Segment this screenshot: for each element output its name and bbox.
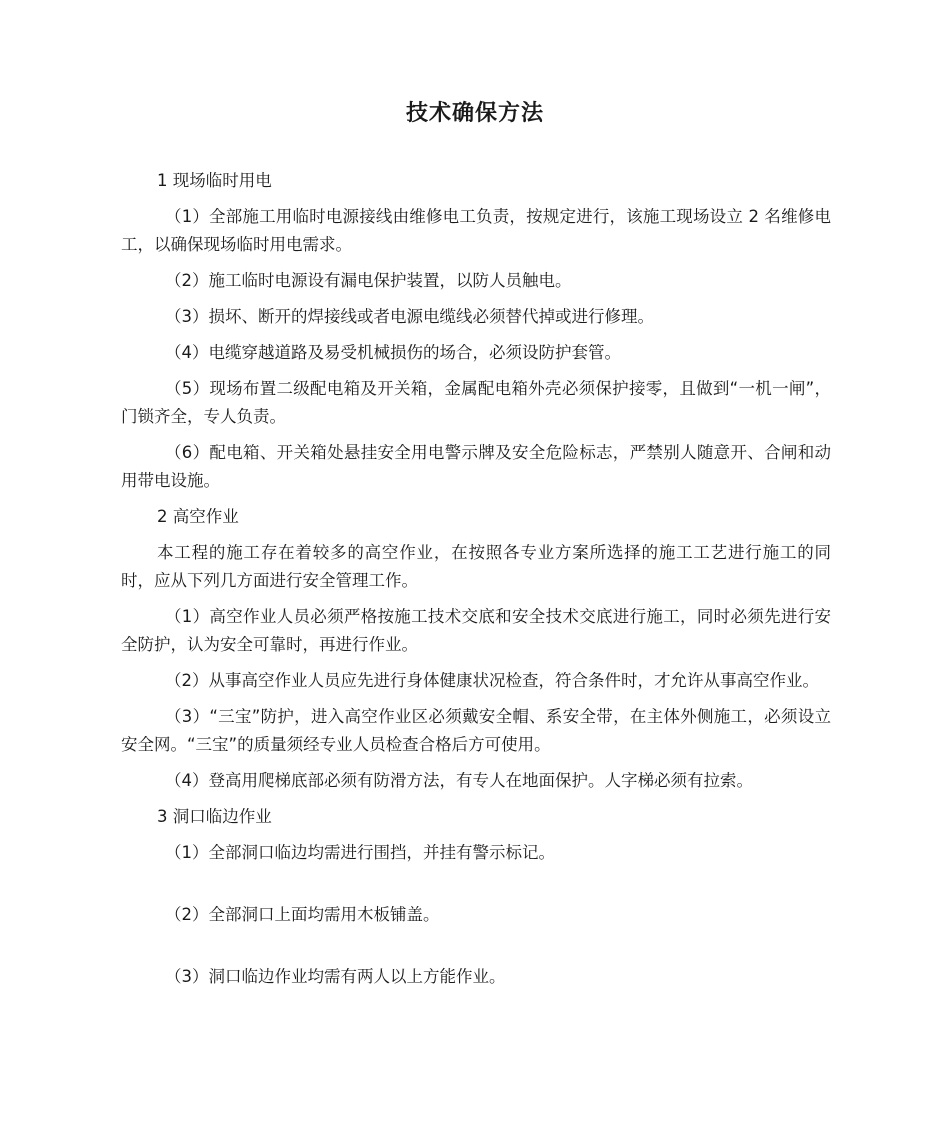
paragraph-item: （2）从事高空作业人员应先进行身体健康状况检查，符合条件时，才允许从事高空作业。 (165, 671, 819, 690)
paragraph-item: （3）“三宝”防护，进入高空作业区必须戴安全帽、系安全带，在主体外侧施工，必须设立安全网。“三宝”的质量须经专业人员检查合格后方可使用。 (121, 707, 831, 754)
paragraph-item: （4）电缆穿越道路及易受机械损伤的场合，必须设防护套管。 (165, 343, 621, 362)
paragraph-item: （1）全部施工用临时电源接线由维修电工负责，按规定进行，该施工现场设立 2 名维修电工，以确保现场临时用电需求。 (121, 207, 831, 254)
paragraph-item: （2）施工临时电源设有漏电保护装置，以防人员触电。 (165, 271, 572, 290)
paragraph-item: （5）现场布置二级配电箱及开关箱，金属配电箱外壳必须保护接零，且做到“一机一闸”，门锁齐全，专人负责。 (121, 379, 831, 426)
paragraph-item: （3）损坏、断开的焊接线或者电源电缆线必须替代掉或进行修理。 (165, 307, 654, 326)
paragraph-intro: 本工程的施工存在着较多的高空作业，在按照各专业方案所选择的施工工艺进行施工的同时，应从下列几方面进行安全管理工作。 (121, 543, 831, 590)
document-title: 技术确保方法 (405, 101, 544, 126)
paragraph-item: （2）全部洞口上面均需用木板铺盖。 (165, 905, 440, 924)
paragraph-item: （4）登高用爬梯底部必须有防滑方法，有专人在地面保护。人字梯必须有拉索。 (165, 771, 753, 790)
document-body (121, 167, 831, 999)
paragraph-item: （1）全部洞口临边均需进行围挡，并挂有警示标记。 (165, 843, 555, 862)
section-heading-openings: 3 洞口临边作业 (157, 807, 272, 826)
paragraph-item: （3）洞口临边作业均需有两人以上方能作业。 (165, 967, 506, 986)
paragraph-item: （1）高空作业人员必须严格按施工技术交底和安全技术交底进行施工，同时必须先进行安全防护，认为安全可靠时，再进行作业。 (121, 607, 831, 654)
paragraph-item: （6）配电箱、开关箱处悬挂安全用电警示牌及安全危险标志，严禁别人随意开、合闸和动用带电设施。 (121, 443, 831, 490)
section-heading-electricity: 1 现场临时用电 (157, 171, 272, 190)
section-heading-height-work: 2 高空作业 (157, 507, 239, 526)
